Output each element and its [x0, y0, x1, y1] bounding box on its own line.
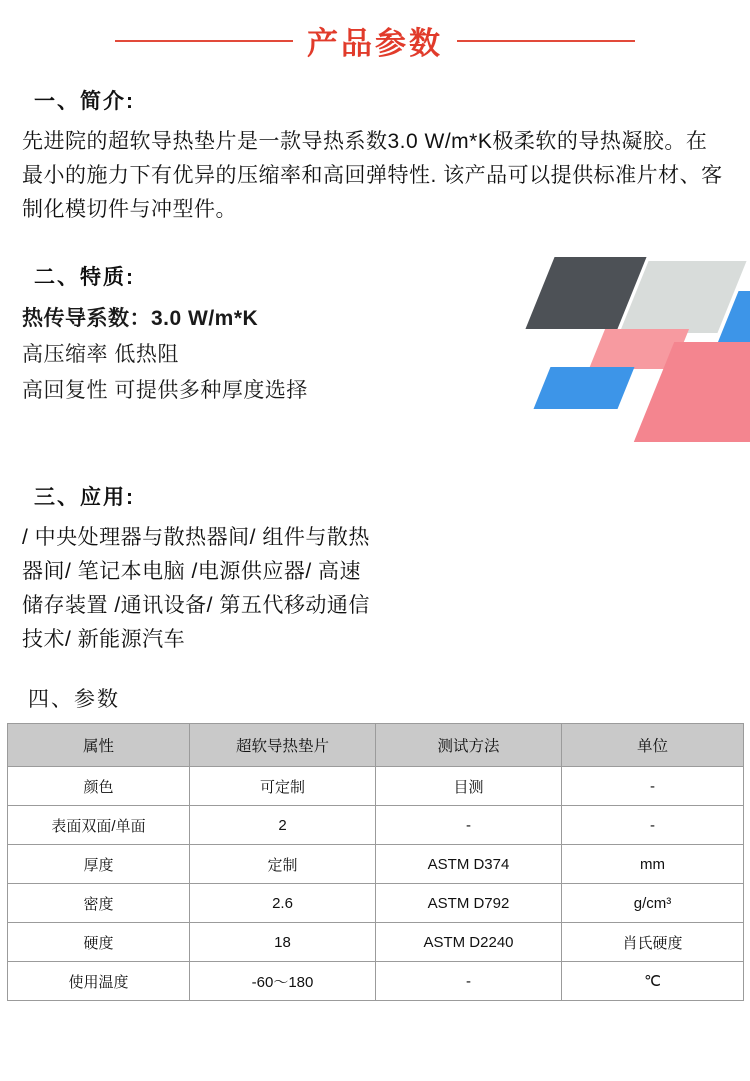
cell-test-method: - [376, 962, 562, 1001]
features-heading: 二、特质: [34, 266, 135, 290]
table-row [8, 845, 744, 884]
cell-test-method: ASTM D792 [376, 884, 562, 923]
table-row [8, 884, 744, 923]
cell-test-method: ASTM D2240 [376, 923, 562, 962]
column-header-unit: 单位 [562, 724, 744, 767]
cell-unit: 肖氏硬度 [562, 923, 744, 962]
intro-heading: 一、简介: [34, 90, 135, 113]
column-header-product: 超软导热垫片 [190, 724, 376, 767]
features-section [0, 261, 750, 471]
application-text: / 中央处理器与散热器间/ 组件与散热器间/ 笔记本电脑 /电源供应器/ 高速储存装置 /通讯设备/ 第五代移动通信技术/ 新能源汽车 [22, 526, 370, 652]
params-table-body [8, 767, 744, 1001]
params-table [7, 723, 744, 1001]
page-header [0, 0, 750, 63]
table-row [8, 923, 744, 962]
product-image [432, 239, 742, 494]
cell-property: 密度 [8, 884, 190, 923]
intro-text: 先进院的超软导热垫片是一款导热系数3.0 W/m*K极柔软的导热凝胶。在最小的施力下有优异的压缩率和高回弹特性. 该产品可以提供标准片材、客制化模切件与冲型件。 [22, 130, 723, 222]
table-row [8, 806, 744, 845]
cell-value: 18 [190, 923, 376, 962]
params-section [0, 683, 750, 1001]
cell-unit: g/cm³ [562, 884, 744, 923]
application-section [0, 481, 750, 657]
feature-line-conductivity: 热传导系数：3.0 W/m*K [22, 307, 259, 331]
cell-property: 表面双面/单面 [8, 806, 190, 845]
column-header-test-method: 测试方法 [376, 724, 562, 767]
cell-property: 硬度 [8, 923, 190, 962]
application-heading: 三、应用: [34, 486, 135, 510]
cell-test-method: ASTM D374 [376, 845, 562, 884]
cell-unit: mm [562, 845, 744, 884]
feature-line-compression: 高压缩率 低热阻 [22, 343, 179, 367]
column-header-property: 属性 [8, 724, 190, 767]
table-row [8, 962, 744, 1001]
cell-test-method: 目测 [376, 767, 562, 806]
cell-test-method: - [376, 806, 562, 845]
cell-unit: - [562, 767, 744, 806]
table-row [8, 767, 744, 806]
blue-pad-left [534, 367, 635, 409]
cell-value: 2.6 [190, 884, 376, 923]
cell-property: 厚度 [8, 845, 190, 884]
header-rule-right [457, 40, 635, 42]
header-rule-left [115, 40, 293, 42]
cell-unit: - [562, 806, 744, 845]
features-column [16, 261, 416, 409]
feature-line-resilience: 高回复性 可提供多种厚度选择 [22, 379, 308, 403]
table-header-row [8, 724, 744, 767]
intro-section [0, 85, 750, 227]
params-heading: 四、参数 [28, 688, 120, 712]
cell-property: 使用温度 [8, 962, 190, 1001]
page-title: 产品参数 [307, 26, 443, 61]
cell-unit: ℃ [562, 962, 744, 1001]
cell-value: -60～180 [190, 962, 376, 1001]
cell-value: 可定制 [190, 767, 376, 806]
cell-value: 定制 [190, 845, 376, 884]
params-table-head [8, 724, 744, 767]
cell-value: 2 [190, 806, 376, 845]
cell-property: 颜色 [8, 767, 190, 806]
